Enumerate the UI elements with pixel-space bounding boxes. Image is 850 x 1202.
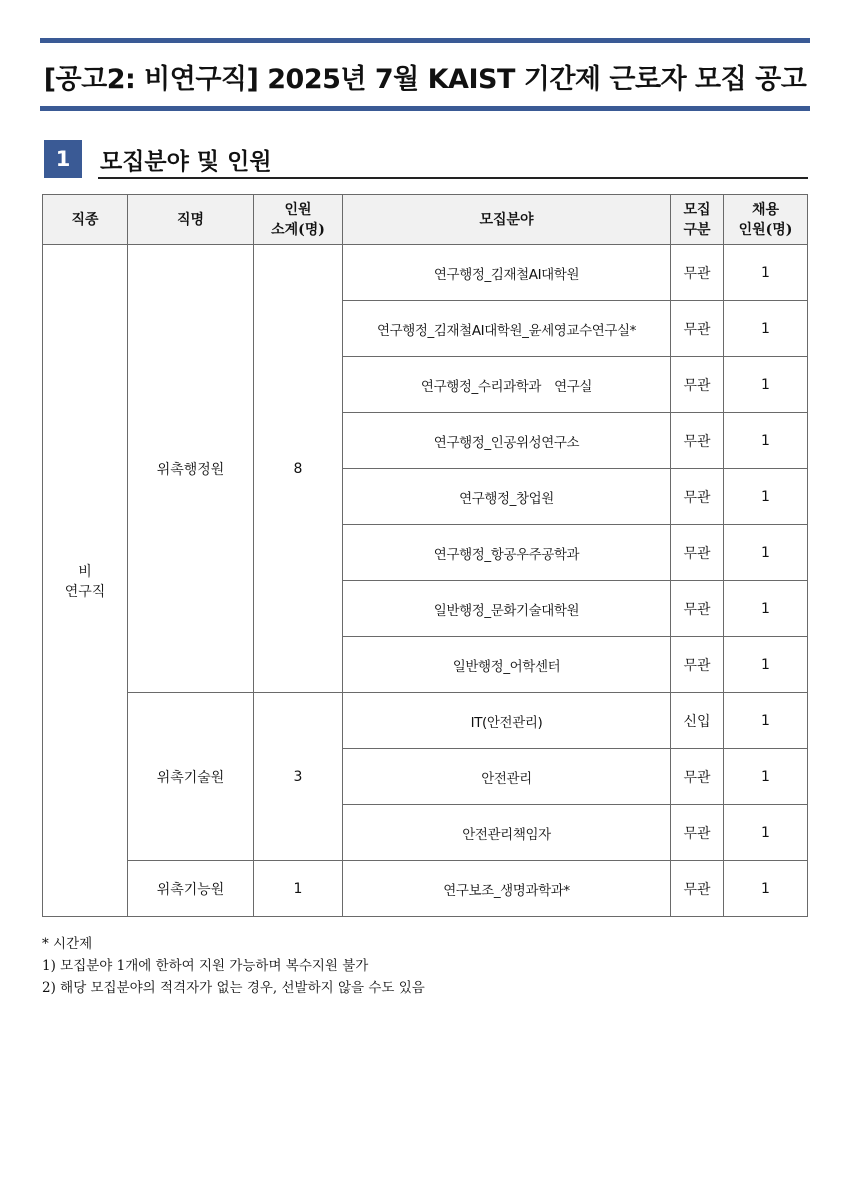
count-cell: 1 <box>724 749 808 805</box>
count-cell: 1 <box>724 637 808 693</box>
table-row <box>43 861 808 917</box>
recruitment-table <box>42 194 808 917</box>
section-underline <box>98 177 808 179</box>
category-cell: 무관 <box>671 301 724 357</box>
field-cell: 연구행정_김재철AI대학원_윤세영교수연구실* <box>343 301 671 357</box>
category-cell: 무관 <box>671 749 724 805</box>
count-cell: 1 <box>724 581 808 637</box>
count-cell: 1 <box>724 469 808 525</box>
notes-block <box>42 933 802 999</box>
header-hires-line2: 인원(명) <box>738 221 793 238</box>
category-cell: 무관 <box>671 357 724 413</box>
header-hires-line1: 채용 <box>751 201 780 218</box>
note-single-application: 1) 모집분야 1개에 한하여 지원 가능하며 복수지원 불가 <box>42 958 369 974</box>
header-hires <box>724 195 808 245</box>
category-cell: 무관 <box>671 525 724 581</box>
field-cell: IT(안전관리) <box>343 693 671 749</box>
count-cell: 1 <box>724 693 808 749</box>
count-cell: 1 <box>724 525 808 581</box>
position-cell: 위촉기술원 <box>128 693 254 861</box>
count-cell: 1 <box>724 245 808 301</box>
header-field: 모집분야 <box>343 195 671 245</box>
position-cell: 위촉행정원 <box>128 245 254 693</box>
subtotal-cell: 3 <box>254 693 343 861</box>
field-cell: 일반행정_어학센터 <box>343 637 671 693</box>
field-cell: 연구보조_생명과학과* <box>343 861 671 917</box>
header-category-line1: 모집 <box>683 201 711 218</box>
table-header-row <box>43 195 808 245</box>
top-rule <box>40 38 810 43</box>
title-bottom-rule <box>40 106 810 111</box>
category-cell: 무관 <box>671 861 724 917</box>
field-cell: 연구행정_항공우주공학과 <box>343 525 671 581</box>
header-category <box>671 195 724 245</box>
header-job-type: 직종 <box>43 195 128 245</box>
note-part-time: * 시간제 <box>42 936 93 952</box>
note-no-selection: 2) 해당 모집분야의 적격자가 없는 경우, 선발하지 않을 수도 있음 <box>42 980 425 996</box>
header-subtotal-line2: 소계(명) <box>271 221 325 238</box>
header-category-line2: 구분 <box>683 221 711 238</box>
count-cell: 1 <box>724 861 808 917</box>
count-cell: 1 <box>724 357 808 413</box>
header-position: 직명 <box>128 195 254 245</box>
job-type-line2: 연구직 <box>64 583 106 600</box>
field-cell: 연구행정_수리과학과 연구실 <box>343 357 671 413</box>
field-cell: 연구행정_인공위성연구소 <box>343 413 671 469</box>
field-cell: 연구행정_창업원 <box>343 469 671 525</box>
subtotal-cell: 1 <box>254 861 343 917</box>
job-type-line1: 비 <box>78 563 92 580</box>
category-cell: 무관 <box>671 469 724 525</box>
header-subtotal <box>254 195 343 245</box>
position-cell: 위촉기능원 <box>128 861 254 917</box>
subtotal-cell: 8 <box>254 245 343 693</box>
header-subtotal-line1: 인원 <box>284 201 312 218</box>
category-cell: 무관 <box>671 637 724 693</box>
field-cell: 안전관리 <box>343 749 671 805</box>
page-title: [공고2: 비연구직] 2025년 7월 KAIST 기간제 근로자 모집 공고 <box>43 63 807 95</box>
count-cell: 1 <box>724 301 808 357</box>
category-cell: 무관 <box>671 413 724 469</box>
count-cell: 1 <box>724 805 808 861</box>
table-row <box>43 245 808 301</box>
count-cell: 1 <box>724 413 808 469</box>
section-number-badge: 1 <box>44 140 82 178</box>
category-cell: 무관 <box>671 805 724 861</box>
table-row <box>43 693 808 749</box>
job-type-cell <box>43 245 128 917</box>
category-cell: 무관 <box>671 581 724 637</box>
field-cell: 일반행정_문화기술대학원 <box>343 581 671 637</box>
category-cell: 신입 <box>671 693 724 749</box>
category-cell: 무관 <box>671 245 724 301</box>
field-cell: 안전관리책임자 <box>343 805 671 861</box>
section-title: 모집분야 및 인원 <box>100 148 272 175</box>
field-cell: 연구행정_김재철AI대학원 <box>343 245 671 301</box>
